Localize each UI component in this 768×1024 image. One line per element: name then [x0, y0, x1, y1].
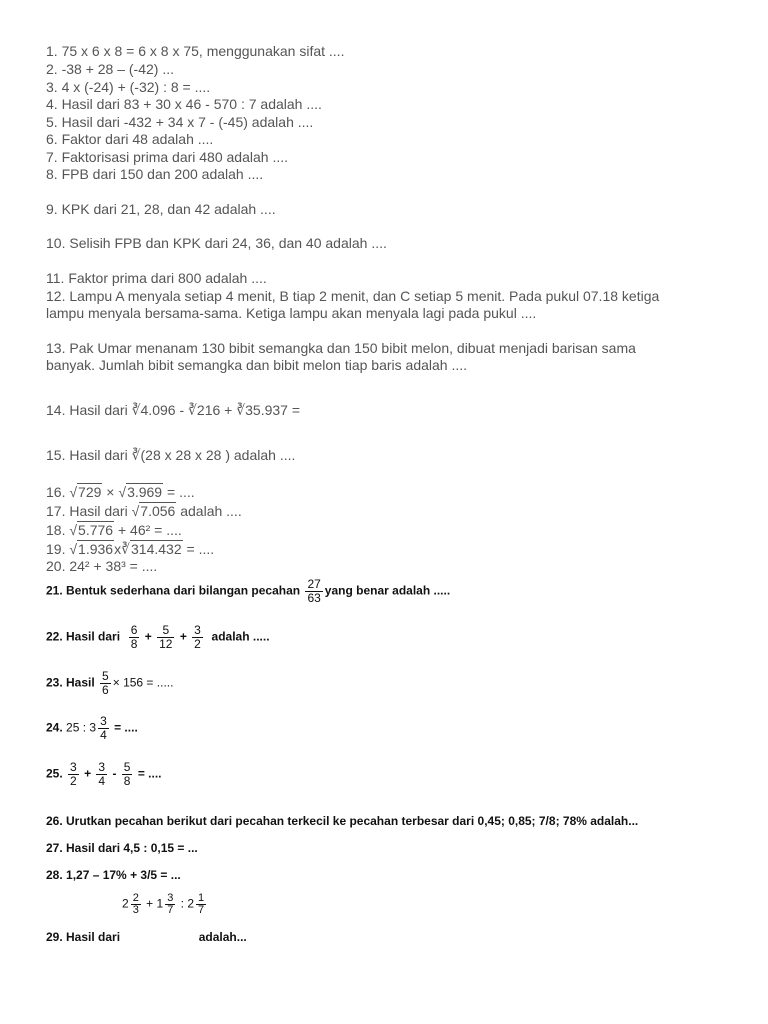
q24	[46, 715, 138, 742]
q17-prefix: 17. Hasil dari	[46, 503, 128, 519]
q25-f1-numerator: 3	[70, 760, 77, 774]
q19-tail: = ....	[186, 541, 215, 557]
q29-f2-numerator: 3	[167, 892, 174, 904]
q22-plus-1: +	[144, 629, 152, 644]
q29-op-1: +	[146, 896, 154, 911]
q29-prefix: 29. Hasil dari	[46, 930, 121, 944]
q19-number: 19.	[46, 541, 66, 557]
q22-fraction-3	[192, 624, 203, 651]
q22-plus-2: +	[179, 629, 187, 644]
q25-f1-denominator: 2	[70, 774, 77, 788]
q13-line2: banyak. Jumlah bibit semangka dan bibit melon tiap baris adalah ....	[46, 357, 468, 373]
q11: 11. Faktor prima dari 800 adalah ....	[46, 270, 267, 286]
q21-denominator: 63	[307, 591, 321, 605]
q23-prefix: 23. Hasil	[46, 675, 95, 690]
q25-fraction-2	[96, 761, 107, 788]
q16-radicand-1: 729	[78, 484, 102, 500]
q29-expression	[122, 893, 208, 916]
q23-denominator: 6	[102, 683, 109, 697]
q29-f1-denominator: 3	[132, 904, 139, 916]
q29-fraction-3	[196, 893, 206, 916]
q29-fraction-1	[131, 893, 141, 916]
q22-tail: adalah .....	[211, 629, 270, 644]
q29-f3-numerator: 1	[198, 892, 205, 904]
q13-line1: 13. Pak Umar menanam 130 bibit semangka dan 150 bibit melon, dibuat menjadi barisan sama	[46, 340, 636, 356]
q29-whole-3: 2	[187, 896, 195, 911]
q21	[46, 578, 450, 605]
q17-tail: adalah ....	[180, 503, 242, 519]
q19-radicand-2: 314.432	[131, 541, 182, 557]
q16-number: 16.	[46, 484, 66, 500]
q25-f3-denominator: 8	[123, 774, 131, 788]
q9: 9. KPK dari 21, 28, dan 42 adalah ....	[46, 201, 276, 217]
q27: 27. Hasil dari 4,5 : 0,15 = ...	[46, 841, 198, 855]
q14: 14. Hasil dari ∛4.096 - ∛216 + ∛35.937 =	[46, 402, 301, 418]
q25-fraction-3	[122, 761, 133, 788]
q23-numerator: 5	[102, 669, 109, 683]
q20: 20. 24² + 38³ = ....	[46, 558, 158, 574]
q22-prefix: 22. Hasil dari	[46, 629, 121, 644]
q17: 17. Hasil dari √7.056 adalah ....	[46, 503, 242, 519]
q18-number: 18.	[46, 522, 66, 538]
q22-f3-denominator: 2	[194, 637, 201, 651]
q23	[46, 670, 173, 697]
q22-fraction-2	[157, 624, 174, 651]
q22-f2-numerator: 5	[157, 624, 174, 638]
q25-fraction-1	[68, 761, 79, 788]
q28: 28. 1,27 – 17% + 3/5 = ...	[46, 868, 181, 882]
q25-prefix: 25.	[46, 766, 63, 781]
q21-fraction	[305, 578, 322, 605]
q29-op-2: :	[180, 896, 185, 911]
q16: 16. √729 × √3.969 = ....	[46, 484, 195, 500]
q29-f2-denominator: 7	[167, 904, 174, 916]
q10: 10. Selisih FPB dan KPK dari 24, 36, dan 40 adalah ....	[46, 235, 387, 251]
q16-radicand-2: 3.969	[127, 484, 163, 500]
q24-expression: 25 : 3	[66, 720, 97, 735]
q5: 5. Hasil dari -432 + 34 x 7 - (-45) adalah ....	[46, 114, 314, 130]
q19: 19. √1.936x∛314.432 = ....	[46, 541, 215, 557]
q15: 15. Hasil dari ∛(28 x 28 x 28 ) adalah ....	[46, 447, 296, 463]
q23-fraction	[100, 670, 111, 697]
q22-f3-numerator: 3	[194, 623, 201, 637]
q25-f3-numerator: 5	[123, 760, 131, 774]
q25-op-1: +	[84, 766, 92, 781]
q16-operator: ×	[106, 484, 115, 500]
q1: 1. 75 x 6 x 8 = 6 x 8 x 75, menggunakan sifat ....	[46, 43, 345, 59]
q24-numerator: 3	[100, 714, 107, 728]
q24-denominator: 4	[100, 728, 107, 742]
q6: 6. Faktor dari 48 adalah ....	[46, 131, 214, 147]
q21-prefix: 21. Bentuk sederhana dari bilangan pecahan	[46, 583, 301, 598]
q18-radicand: 5.776	[78, 522, 114, 538]
q22-f2-denominator: 12	[159, 637, 173, 651]
q23-expression: × 156 = .....	[112, 675, 174, 690]
q17-radicand: 7.056	[140, 503, 176, 519]
q29-whole-2: 1	[156, 896, 164, 911]
q22	[46, 624, 270, 651]
q24-prefix: 24.	[46, 720, 63, 735]
q29-fraction-2	[165, 893, 175, 916]
q22-f1-denominator: 8	[130, 637, 138, 651]
q25-f2-denominator: 4	[98, 774, 106, 788]
q21-tail: yang benar adalah .....	[324, 583, 451, 598]
q29-f3-denominator: 7	[198, 904, 205, 916]
q25-tail: = ....	[137, 766, 162, 781]
q26: 26. Urutkan pecahan berikut dari pecahan terkecil ke pecahan terbesar dari 0,45; 0,85; 7/8; 78% adalah...	[46, 814, 639, 828]
q2: 2. -38 + 28 – (-42) ...	[46, 61, 175, 77]
q24-tail: = ....	[114, 720, 138, 735]
q29	[46, 930, 247, 944]
q22-f1-numerator: 6	[130, 623, 138, 637]
q25	[46, 761, 162, 788]
q29-tail: adalah...	[198, 930, 247, 944]
q19-operator: x	[114, 541, 122, 557]
q7: 7. Faktorisasi prima dari 480 adalah ....	[46, 149, 289, 165]
q29-f1-numerator: 2	[132, 892, 139, 904]
q16-tail: = ....	[167, 484, 195, 500]
q18: 18. √5.776 + 46² = ....	[46, 522, 182, 538]
q25-f2-numerator: 3	[98, 760, 106, 774]
q8: 8. FPB dari 150 dan 200 adalah ....	[46, 166, 264, 182]
q24-fraction	[98, 715, 109, 742]
q29-whole-1: 2	[122, 896, 129, 911]
q25-op-2: -	[112, 766, 117, 781]
q19-radicand-1: 1.936	[78, 541, 114, 557]
q12-line2: lampu menyala bersama-sama. Ketiga lampu akan menyala lagi pada pukul ....	[46, 305, 537, 321]
q12-line1: 12. Lampu A menyala setiap 4 menit, B tiap 2 menit, dan C setiap 5 menit. Pada pukul 07.18 ketiga	[46, 288, 660, 304]
q18-tail: + 46² = ....	[117, 522, 182, 538]
q22-fraction-1	[129, 624, 140, 651]
q3: 3. 4 x (-24) + (-32) : 8 = ....	[46, 79, 211, 95]
q21-numerator: 27	[307, 577, 321, 591]
q4: 4. Hasil dari 83 + 30 x 46 - 570 : 7 adalah ....	[46, 96, 322, 112]
